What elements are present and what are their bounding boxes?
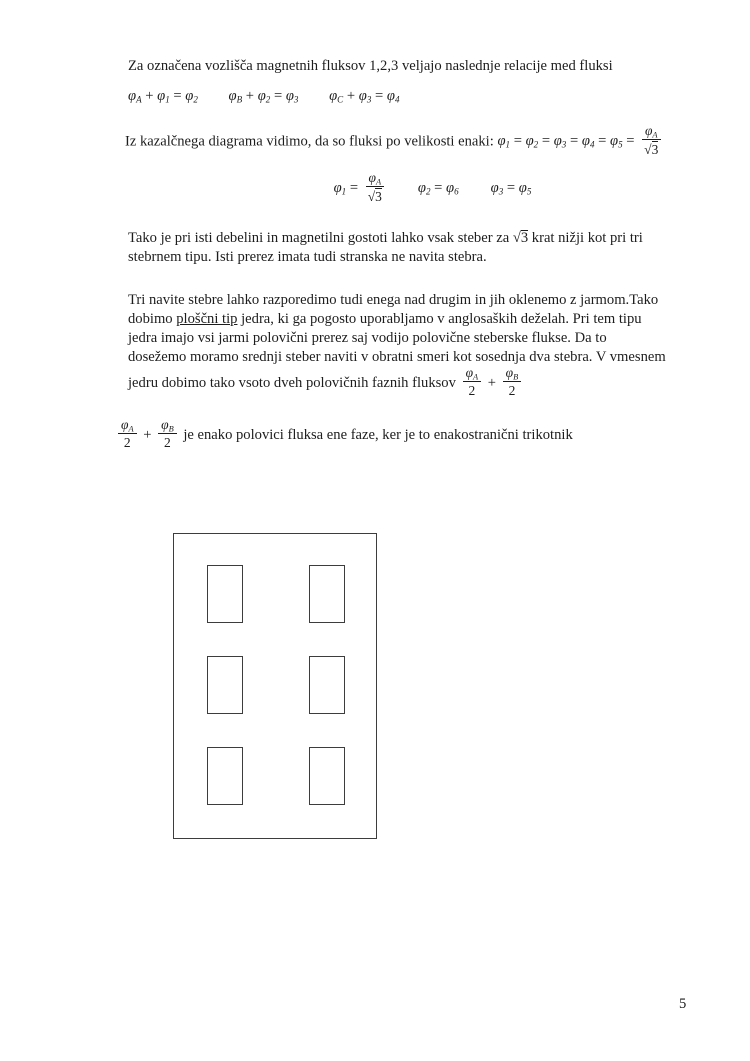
inline-math: + [139,426,156,443]
text-run: Tri navite stebre lahko razporedimo tudi enega nad drugim in jih oklenemo z jarmom.Tako [128,292,659,308]
core-window [309,656,345,714]
fraction: $\frac{\varphi_B}{2}$ [503,365,522,398]
core-window [207,565,243,623]
fraction: $\frac{\varphi_A}{√3}$ [365,170,385,204]
equation-node-3: $\varphi_C + \varphi_3 = \varphi_4$ [329,88,400,105]
text-run: jedra imajo vsi jarmi polovični prerez saj vodijo polovične steberske flukse. Da to [128,330,607,346]
inline-math: $\varphi_2 = \varphi_6$ [417,180,459,197]
page-number: 5 [679,996,687,1012]
core-diagram [173,533,377,839]
text-run: stebrnem tipu. Isti prerez imata tudi stranska ne navita stebra. [128,249,487,265]
paragraph-phasor-diagram [125,125,745,159]
text-run: jedru dobimo tako vsoto dveh polovičnih faznih fluksov [128,374,460,391]
paragraph-half-flux [115,419,735,452]
inline-math: $\varphi_3 = \varphi_5$ [490,180,532,197]
inline-math [513,230,528,246]
fraction: $\frac{\varphi_A}{2}$ [118,417,137,450]
inline-math: + [484,374,500,391]
fraction: $\frac{\varphi_B}{2}$ [158,417,177,450]
equation-node-1: $\varphi_A + \varphi_1 = \varphi_2$ [128,88,198,105]
sqrt-radical: √3 [512,230,529,246]
equation-node-2: $\varphi_B + \varphi_2 = \varphi_3$ [228,88,299,105]
text-run: Tako je pri isti debelini in magnetilni gostoti lahko vsak steber za [128,230,513,246]
core-window [207,747,243,805]
underlined-term: ploščni tip [176,311,238,327]
node-flux-equations [128,87,728,106]
text-run: dobimo [128,311,177,327]
centered-flux-equations [128,172,703,206]
text-run: Iz kazalčnega diagrama vidimo, da so fluksi po velikosti enaki: [125,133,498,150]
fraction: $\frac{\varphi_A}{√3}$ [641,123,661,157]
fraction: $\frac{\varphi_A}{2}$ [463,365,482,398]
text-run: krat nižji kot pri tri [528,230,643,246]
core-window [309,747,345,805]
inline-math: $\varphi_1 = \varphi_2 = \varphi_3 = \varphi_4 = \varphi_5$ = [497,133,639,150]
text-run: jedra, ki ga pogosto uporabljamo v anglosaških deželah. Pri tem tipu [237,311,642,327]
core-window [309,565,345,623]
sqrt-radical: √3 [367,188,382,204]
text-run: dosežemo moramo srednji steber naviti v obratni smeri kot sosednja dva stebra. V vmesnem [128,349,666,365]
inline-math: $\varphi_1$ = [333,180,362,197]
sqrt-radical: √3 [644,141,659,157]
paragraph-intro-fluxes: Za označena vozlišča magnetnih fluksov 1,2,3 veljajo naslednje relacije med fluksi [128,58,613,74]
core-window [207,656,243,714]
paragraph-plate-core [128,291,748,400]
text-run: je enako polovici fluksa ene faze, ker je to enakostranični trikotnik [179,426,573,443]
paragraph-core-height [128,229,748,267]
